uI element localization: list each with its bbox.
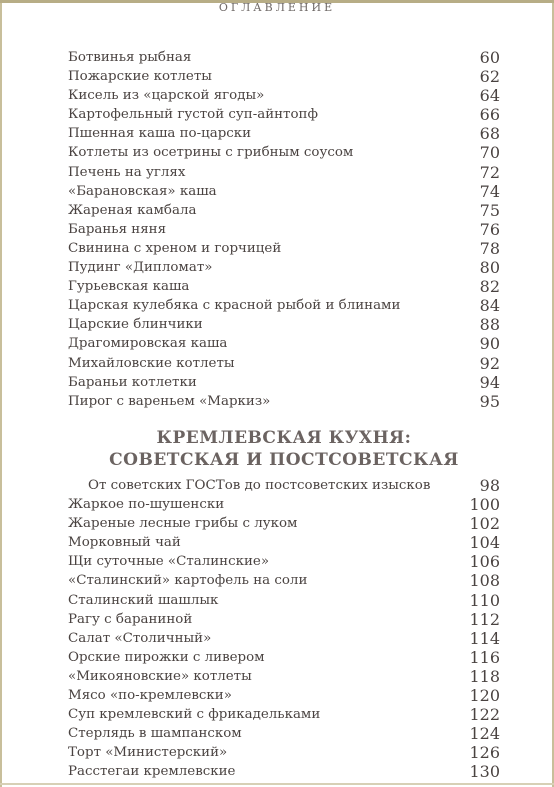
toc-entry-title: Морковный чай (68, 535, 181, 551)
toc-entry-title: Расстегаи кремлевские (68, 764, 236, 780)
toc-entry-title: «Барановская» каша (68, 183, 217, 199)
toc-entry (68, 48, 500, 67)
toc-entry-page: 92 (479, 353, 500, 373)
toc-entry-page: 114 (469, 628, 500, 648)
toc-entry (68, 124, 500, 143)
toc-entry (68, 105, 500, 124)
toc-entry-page: 112 (469, 609, 500, 629)
toc-entry-title: Щи суточные «Сталинские» (68, 554, 270, 570)
section-title-line2: СОВЕТСКАЯ И ПОСТСОВЕТСКАЯ (109, 450, 459, 470)
toc-entry-page: 75 (479, 200, 500, 220)
toc-entry (68, 201, 500, 220)
toc-entry-page: 104 (469, 533, 500, 553)
toc-entry-title: Драгомировская каша (68, 336, 228, 352)
toc-entry (68, 514, 500, 533)
toc-entry (68, 373, 500, 392)
toc-entry (68, 315, 500, 334)
toc-entry-page: 106 (469, 552, 500, 572)
toc-entry (68, 67, 500, 86)
toc-entry (68, 86, 500, 105)
toc-entry-page: 72 (479, 162, 500, 182)
toc-entry-page: 122 (469, 705, 500, 725)
toc-entry-title: Котлеты из осетрины с грибным соусом (68, 145, 354, 161)
toc-entry-page: 94 (479, 372, 500, 392)
toc-entry (68, 648, 500, 667)
toc-entry-title: Картофельный густой суп-айнтопф (68, 107, 318, 123)
toc-entry-title: Орские пирожки с ливером (68, 649, 265, 665)
toc-entry-page: 100 (469, 495, 500, 515)
toc-entry-title: Пожарские котлеты (68, 69, 212, 85)
toc-entry-page: 110 (469, 590, 500, 610)
toc-entry-page: 102 (469, 514, 500, 534)
toc-entry (68, 143, 500, 162)
toc-entry-title: Гурьевская каша (68, 279, 190, 295)
toc-entry-title: Мясо «по-кремлевски» (68, 688, 232, 704)
toc-entry-title: Царские блинчики (68, 317, 203, 333)
toc-entry-title: Жареная камбала (68, 202, 197, 218)
toc-entry-title: Кисель из «царской ягоды» (68, 88, 265, 104)
toc-entry-title: Печень на углях (68, 164, 186, 180)
toc-entry-title: Свинина с хреном и горчицей (68, 240, 282, 256)
toc-entry-title: Баранья няня (68, 221, 167, 237)
toc-entry-title: Торт «Министерский» (68, 745, 228, 761)
toc-entry (68, 533, 500, 552)
toc-entry-title: Суп кремлевский с фрикадельками (68, 707, 321, 723)
toc-entry-page: 68 (479, 124, 500, 144)
toc-entry-page: 124 (469, 724, 500, 744)
toc-entry-page: 70 (479, 143, 500, 163)
toc-entry (68, 629, 500, 648)
toc-entry-title: Жаркое по-шушенски (68, 497, 225, 513)
toc-entry (68, 392, 500, 411)
toc-entry-page: 60 (479, 48, 500, 67)
toc-entry (68, 277, 500, 296)
toc-entry-page: 62 (479, 67, 500, 87)
toc-entry (68, 591, 500, 610)
toc-entry-page: 116 (469, 647, 500, 667)
toc-entry-page: 98 (479, 476, 500, 495)
toc-entry-page: 130 (469, 762, 500, 782)
toc-entry-page: 126 (469, 743, 500, 763)
toc-entry (68, 476, 500, 495)
toc-entry-title: Пудинг «Дипломат» (68, 260, 213, 276)
toc-entry-page: 64 (479, 86, 500, 106)
toc-entry (68, 182, 500, 201)
toc-entry-title: «Микояновские» котлеты (68, 668, 252, 684)
toc-entry-title: Михайловские котлеты (68, 355, 235, 371)
toc-entry-title: Бараньи котлетки (68, 374, 197, 390)
toc-entry-page: 84 (479, 296, 500, 316)
toc-entry (68, 686, 500, 705)
toc-entry-page: 74 (479, 181, 500, 201)
toc-entry-title: Сталинский шашлык (68, 592, 219, 608)
toc-entry (68, 705, 500, 724)
toc-entry-page: 95 (479, 391, 500, 411)
toc-entry-title: Стерлядь в шампанском (68, 726, 242, 742)
toc-entry (68, 743, 500, 762)
toc-entry-page: 76 (479, 219, 500, 239)
toc-entry-title: Пшенная каша по-царски (68, 126, 252, 142)
toc-entry (68, 220, 500, 239)
toc-entry (68, 610, 500, 629)
toc-entry (68, 762, 500, 781)
toc-entry (68, 334, 500, 353)
toc-entry-title: Рагу с бараниной (68, 611, 193, 627)
toc-entry-title: Царская кулебяка с красной рыбой и блинами (68, 298, 401, 314)
toc-entry (68, 724, 500, 743)
toc-entry-page: 90 (479, 334, 500, 354)
toc-list-part2 (68, 476, 500, 782)
toc-entry (68, 239, 500, 258)
toc-entry-page: 120 (469, 686, 500, 706)
toc-entry-page: 82 (479, 277, 500, 297)
section-title (68, 427, 500, 471)
toc-entry-page: 80 (479, 258, 500, 278)
toc-entry-page: 66 (479, 105, 500, 125)
section-title-line1: КРЕМЛЕВСКАЯ КУХНЯ: (156, 428, 412, 448)
bottom-rule (0, 783, 554, 785)
toc-entry (68, 571, 500, 590)
toc-entry (68, 667, 500, 686)
toc-entry (68, 552, 500, 571)
toc-entry-title: Пирог с вареньем «Маркиз» (68, 393, 271, 409)
toc-entry (68, 258, 500, 277)
toc-entry-title: Салат «Столичный» (68, 630, 212, 646)
toc-entry-title: «Сталинский» картофель на соли (68, 573, 308, 589)
toc-entry-title: Жареные лесные грибы с луком (68, 516, 298, 532)
toc-entry-title: От советских ГОСТов до постсоветских изысков (88, 478, 431, 493)
toc-entry-page: 78 (479, 238, 500, 258)
running-head: ОГЛАВЛЕНИЕ (218, 1, 336, 14)
toc-entry (68, 354, 500, 373)
toc-entry (68, 495, 500, 514)
toc-entry (68, 163, 500, 182)
toc-list-part1 (68, 48, 500, 411)
toc-entry-page: 88 (479, 315, 500, 335)
toc-entry-page: 108 (469, 571, 500, 591)
toc-entry-page: 118 (469, 666, 500, 686)
toc-entry (68, 296, 500, 315)
toc-entry-title: Ботвинья рыбная (68, 50, 192, 65)
